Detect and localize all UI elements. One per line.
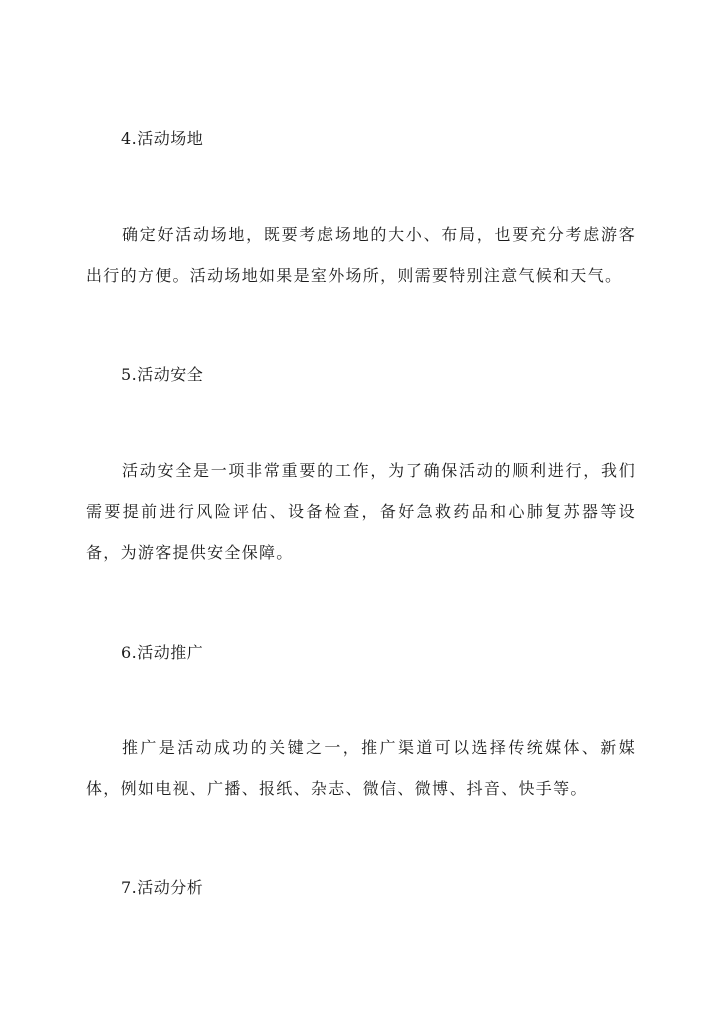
section-heading: 6.活动推广 [121,643,204,662]
section-paragraph: 确定好活动场地，既要考虑场地的大小、布局，也要充分考虑游客出行的方便。活动场地如果是室外场所，则需要特别注意气候和天气。 [86,225,636,285]
section-paragraph: 活动安全是一项非常重要的工作，为了确保活动的顺利进行，我们需要提前进行风险评估、设备检查，备好急救药品和心肺复苏器等设备，为游客提供安全保障。 [86,461,636,562]
section-heading: 4.活动场地 [121,129,204,148]
section-paragraph: 推广是活动成功的关键之一，推广渠道可以选择传统媒体、新媒体，例如电视、广播、报纸、杂志、微信、微博、抖音、快手等。 [86,738,636,798]
section-heading: 7.活动分析 [121,878,204,897]
section-heading: 5.活动安全 [121,365,204,384]
